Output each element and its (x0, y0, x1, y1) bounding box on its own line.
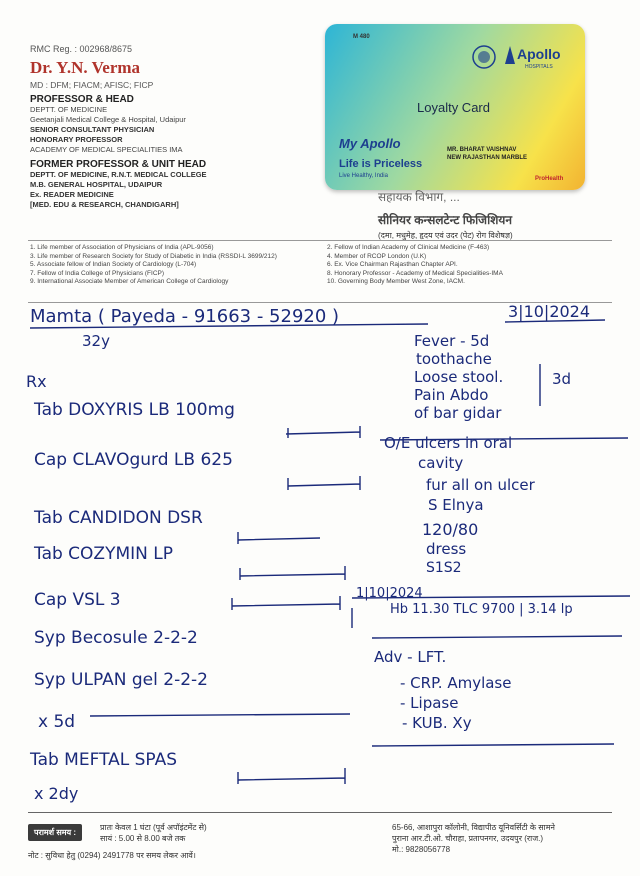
prescription-date: 3|10|2024 (508, 302, 591, 321)
dosage-stroke (288, 476, 360, 490)
memberships-list (30, 244, 614, 287)
card-number: M 480 (353, 34, 370, 40)
clinic-address (392, 822, 622, 855)
card-brand: Apollo (517, 46, 561, 62)
exam-line: S Elnya (428, 496, 484, 514)
complaint-line: Pain Abdo (414, 386, 489, 404)
letterhead (30, 44, 330, 210)
exam-line: dress (426, 540, 467, 558)
letterhead-bold-line: Ex. READER MEDICINE (30, 190, 114, 199)
address-line: पुराना आर.टी.ओ. चौराहा, प्रतापनगर, उदयपुर (राज.) (392, 834, 544, 843)
hindi-title: सीनियर कन्सलटेन्ट फिजिशियन (378, 213, 512, 227)
membership-item: 9. International Associate Member of American College of Cardiology (30, 278, 229, 285)
footer-note: नोट : सुविधा हेतु (0294) 2491778 पर समय लेकर आवें। (28, 851, 196, 860)
dosage-stroke (238, 768, 345, 784)
mobile-number: मो.: 9828056778 (392, 845, 451, 854)
membership-item: 8. Honorary Professor - Academy of Medical Specialities-IMA (327, 269, 503, 277)
medication-line: Tab DOXYRIS LB 100mg (34, 400, 235, 420)
letterhead-bold-line: [MED. EDU & RESEARCH, CHANDIGARH] (30, 200, 179, 209)
divider (28, 812, 612, 813)
dosage-stroke (286, 426, 360, 438)
complaint-line: Loose stool. (414, 368, 504, 386)
complaint-duration: 3d (552, 370, 572, 388)
patient-age: 32y (82, 332, 110, 350)
hours-line: प्रातः केवल 1 घंटा (पूर्व अपॉइंटमेंट से) (100, 823, 207, 832)
consultation-hours (100, 822, 207, 844)
medication-line: Syp ULPAN gel 2-2-2 (34, 670, 208, 690)
dosage-stroke (240, 566, 345, 580)
lab-results: Hb 11.30 TLC 9700 | 3.14 lp (390, 602, 573, 617)
complaint-line: of bar gidar (414, 404, 502, 422)
membership-item: 1. Life member of Association of Physicians of India (APL-9056) (30, 244, 214, 251)
association-emblem-icon (471, 44, 497, 70)
card-title: Loyalty Card (417, 100, 490, 115)
letterhead-line: DEPTT. OF MEDICINE (30, 105, 108, 114)
membership-item: 4. Member of RCOP London (U.K) (327, 252, 427, 260)
advice-line: Adv - LFT. (374, 648, 447, 666)
card-member-org: NEW RAJASTHAN MARBLE (447, 155, 527, 161)
exam-line: cavity (418, 454, 464, 472)
advice-line: - Lipase (400, 694, 459, 712)
membership-item: 5. Associate fellow of Indian Society of Cardiology (L-704) (30, 261, 197, 268)
complaint-line: toothache (416, 350, 492, 368)
card-member (447, 146, 527, 162)
membership-item: 6. Ex. Vice Chairman Rajasthan Chapter API. (327, 261, 458, 268)
separator-stroke (372, 636, 622, 638)
membership-item: 3. Life member of Research Society for Study of Diabetic in India (RSSDI-L 3699/212) (30, 252, 277, 260)
letterhead-bold-line: HONORARY PROFESSOR (30, 135, 123, 144)
exam-line: O/E ulcers in oral (384, 434, 513, 452)
letterhead-line: ACADEMY OF MEDICAL SPECIALITIES IMA (30, 145, 183, 154)
membership-item: 10. Governing Body Member West Zone, IACM. (327, 278, 465, 285)
hours-line: सायं : 5.00 से 8.00 बजे तक (100, 834, 186, 843)
card-program: My Apollo (339, 136, 401, 151)
complaint-line: Fever - 5d (414, 332, 490, 350)
letterhead-bold-line: M.B. GENERAL HOSPITAL, UDAIPUR (30, 180, 163, 189)
consultation-label: परामर्श समय : (28, 824, 82, 841)
patient-name: Mamta ( Payeda - 91663 - 52920 ) (30, 306, 340, 327)
duration: x 5d (38, 712, 76, 732)
followup-date: 1|10|2024 (356, 586, 423, 601)
registration-number: RMC Reg. : 002968/8675 (30, 44, 133, 54)
letterhead-bold-line: SENIOR CONSULTANT PHYSICIAN (30, 125, 155, 134)
title-professor-head: PROFESSOR & HEAD (30, 94, 134, 105)
membership-item: 7. Fellow of India College of Physicians (FICP) (30, 269, 165, 277)
blood-pressure: 120/80 (422, 520, 479, 539)
medication-line: Tab CANDIDON DSR (34, 508, 203, 528)
hindi-partial-line: सहायक विभाग, ... (378, 190, 460, 204)
advice-line: - CRP. Amylase (400, 674, 512, 692)
letterhead-bold-line: DEPTT. OF MEDICINE, R.N.T. MEDICAL COLLEGE (30, 170, 207, 179)
medication-line: Tab MEFTAL SPAS (30, 750, 178, 770)
apollo-logo-icon (503, 44, 517, 66)
medication-line: Cap CLAVOgurd LB 625 (34, 450, 233, 470)
hindi-specialities: (दमा, मधुमेह, हृदय एवं उदर (पेट) रोग विशेषज्ञ) (378, 231, 513, 240)
medication-line: Syp Becosule 2-2-2 (34, 628, 198, 648)
card-tagline: Life is Priceless (339, 158, 423, 170)
exam-line: S1S2 (426, 560, 462, 576)
card-subtag: Live Healthy, India (339, 173, 388, 179)
title-former-professor: FORMER PROFESSOR & UNIT HEAD (30, 159, 207, 170)
dosage-stroke (232, 596, 340, 610)
exam-line: fur all on ulcer (426, 476, 535, 494)
rx-symbol: Rx (26, 372, 47, 391)
membership-item: 2. Fellow of Indian Academy of Clinical Medicine (F-463) (327, 244, 490, 251)
card-member-name: MR. BHARAT VAISHNAV (447, 147, 517, 153)
separator-stroke (372, 744, 614, 746)
doctor-name: Dr. Y.N. Verma (30, 58, 141, 77)
medication-line: Tab COZYMIN LP (34, 544, 173, 564)
doctor-degrees: MD : DFM; FIACM; AFISC; FICP (30, 80, 154, 90)
separator-stroke (90, 714, 350, 716)
letterhead-line: Geetanjali Medical College & Hospital, Udaipur (30, 115, 186, 124)
card-prohealth: ProHealth (535, 176, 564, 182)
dosage-stroke (238, 532, 320, 544)
advice-line: - KUB. Xy (402, 714, 472, 732)
address-line: 65-66, आशापुरा कॉलोनी, विद्यापीठ यूनिवर्सिटी के सामने (392, 823, 555, 832)
medication-line: Cap VSL 3 (34, 590, 121, 610)
apollo-loyalty-card (325, 24, 585, 190)
card-brand-sub: HOSPITALS (525, 64, 553, 70)
hindi-credentials (378, 188, 618, 241)
divider (28, 240, 612, 241)
duration: x 2dy (34, 784, 79, 803)
